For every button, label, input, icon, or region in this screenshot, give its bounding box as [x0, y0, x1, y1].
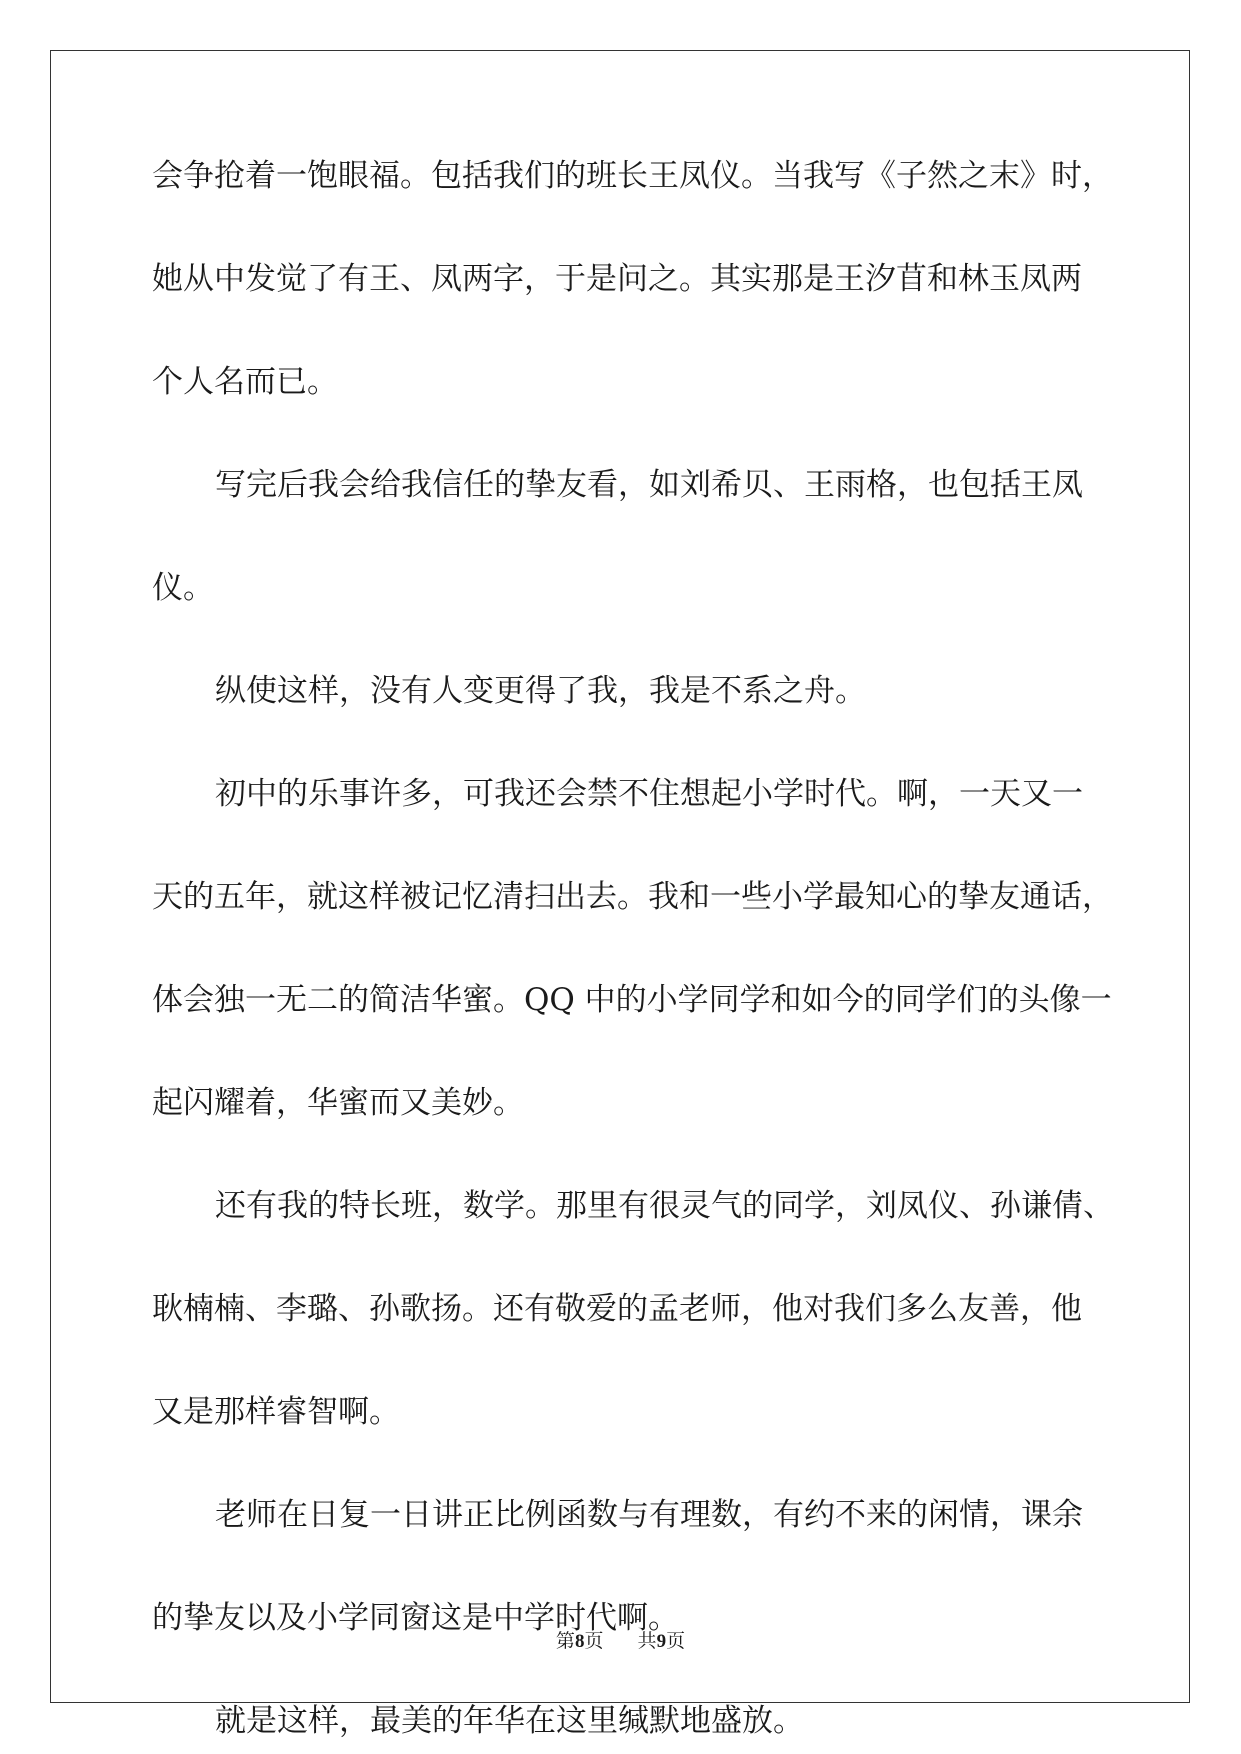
text-line: 纵使这样，没有人变更得了我，我是不系之舟。: [215, 673, 866, 709]
text-line: 体会独一无二的简洁华蜜。QQ 中的小学同学和如今的同学们的头像一: [152, 982, 1112, 1018]
paragraph: [152, 465, 1100, 608]
text-line: 个人名而已。: [152, 364, 338, 400]
total-suffix: 页: [666, 1630, 686, 1652]
paragraph: [152, 1701, 1100, 1741]
text-line: 她从中发觉了有王、凤两字，于是问之。其实那是王汐苜和林玉凤两: [152, 261, 1082, 297]
current-page: 8: [574, 1631, 585, 1652]
page-suffix: 页: [584, 1630, 604, 1652]
text-line: 耿楠楠、李璐、孙歌扬。还有敬爱的孟老师，他对我们多么友善，他: [152, 1291, 1082, 1327]
text-line: 还有我的特长班，数学。那里有很灵气的同学，刘凤仪、孙谦倩、: [215, 1188, 1114, 1224]
text-line: 的挚友以及小学同窗这是中学时代啊。: [152, 1600, 679, 1636]
paragraph: [152, 156, 1113, 402]
paragraph: [152, 1495, 1100, 1638]
text-line: 仪。: [152, 570, 214, 606]
document-body: [152, 156, 1114, 1741]
page-prefix: 第: [555, 1630, 575, 1652]
page-footer: [0, 1629, 1241, 1654]
text-line: 初中的乐事许多，可我还会禁不住想起小学时代。啊，一天又一: [215, 776, 1083, 812]
page-number: [556, 1630, 610, 1652]
text-line: 就是这样，最美的年华在这里缄默地盛放。: [215, 1703, 804, 1739]
text-line: 会争抢着一饱眼福。包括我们的班长王凤仪。当我写《子然之末》时，: [152, 158, 1113, 194]
text-line: 又是那样睿智啊。: [152, 1394, 400, 1430]
total-prefix: 共: [637, 1630, 657, 1652]
paragraph: [152, 671, 1100, 711]
text-line: 老师在日复一日讲正比例函数与有理数，有约不来的闲情，课余: [215, 1497, 1083, 1533]
paragraph: [152, 1186, 1114, 1432]
paragraph: [152, 774, 1113, 1123]
text-line: 写完后我会给我信任的挚友看，如刘希贝、王雨格，也包括王凤: [215, 467, 1083, 503]
text-line: 天的五年，就这样被记忆清扫出去。我和一些小学最知心的挚友通话，: [152, 879, 1113, 915]
page-total: [638, 1630, 686, 1652]
total-pages: 9: [656, 1631, 667, 1652]
text-line: 起闪耀着，华蜜而又美妙。: [152, 1085, 524, 1121]
